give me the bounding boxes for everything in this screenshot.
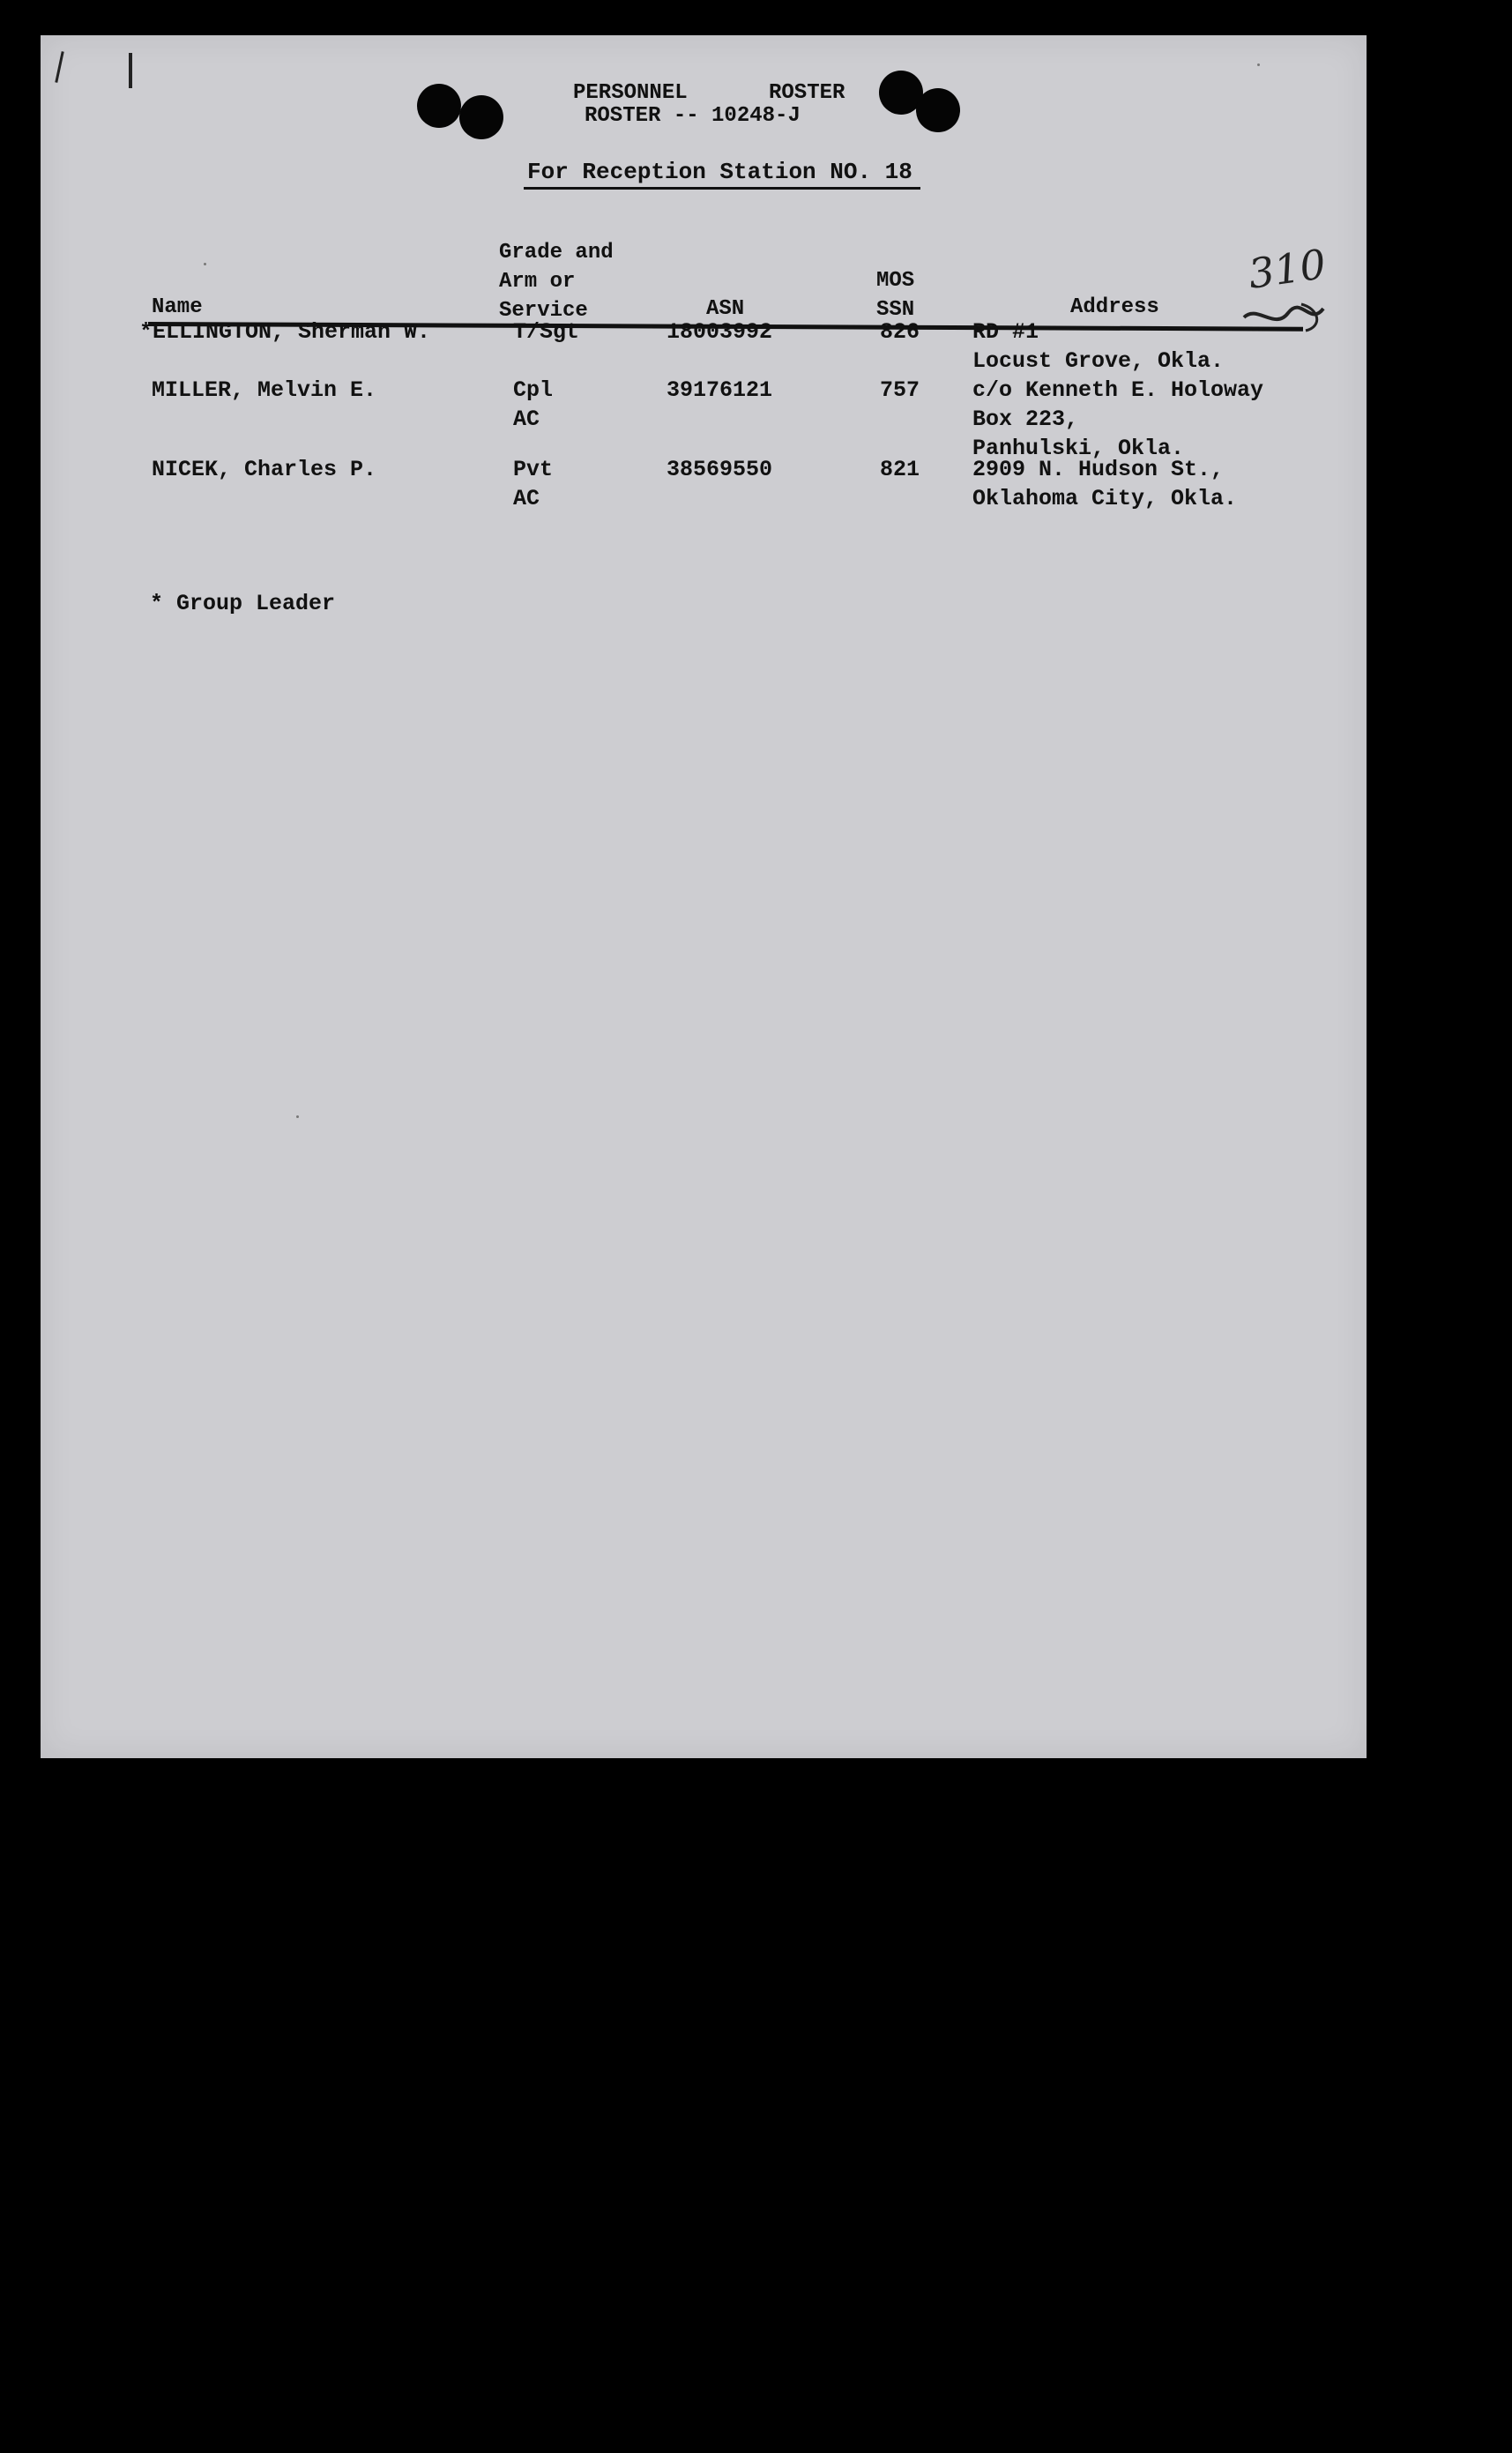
address-line: Locust Grove, Okla.: [972, 348, 1225, 374]
table-row-3-name: NICEK, Charles P.: [152, 457, 377, 482]
corner-mark: [129, 53, 132, 88]
column-header-grade-line: Grade and: [499, 241, 614, 265]
address-line: Panhulski, Okla.: [972, 436, 1185, 461]
column-header-mos-line: MOS: [876, 269, 915, 293]
footnote-group-leader: * Group Leader: [150, 591, 336, 616]
table-row-2-address: [972, 376, 1263, 463]
handwritten-scribble: [1240, 300, 1328, 335]
header-line1-left: PERSONNEL: [573, 81, 688, 105]
column-header-name: Name: [152, 295, 203, 319]
header-line1-right: ROSTER: [769, 81, 845, 105]
column-header-mos: [876, 266, 914, 324]
table-row-2-asn: 39176121: [667, 377, 773, 403]
address-line: Oklahoma City, Okla.: [972, 486, 1238, 511]
column-header-mos-line: SSN: [876, 298, 915, 322]
punch-hole-left-1: [417, 84, 461, 128]
table-row-3-asn: 38569550: [667, 457, 773, 482]
header-roster-number: ROSTER -- 10248-J: [585, 104, 801, 128]
table-row-2-mos: 757: [880, 377, 920, 403]
grade-line: Cpl: [513, 377, 554, 403]
table-row-1-mos: 826: [880, 319, 920, 345]
grade-line: AC: [513, 486, 540, 511]
paper-speck: [204, 263, 206, 265]
punch-hole-left-2: [459, 95, 503, 139]
table-row-2-grade: [513, 376, 553, 434]
table-row-3-grade: [513, 455, 553, 513]
table-row-1-name: *ELLINGTON, Sherman W.: [139, 319, 431, 345]
table-row-1-asn: 18003992: [667, 319, 773, 345]
column-header-address: Address: [1070, 295, 1159, 319]
grade-line: T/Sgt: [513, 319, 580, 345]
column-header-grade-line: Arm or: [499, 270, 576, 294]
grade-line: Pvt: [513, 457, 554, 482]
column-header-asn: ASN: [706, 297, 745, 321]
address-line: RD #1: [972, 319, 1039, 345]
paper-speck: [296, 1115, 299, 1118]
address-line: Box 223,: [972, 406, 1079, 432]
page-subtitle: For Reception Station NO. 18: [527, 159, 912, 185]
table-row-1-grade: [513, 317, 579, 347]
subtitle-underline: [524, 187, 920, 190]
column-header-grade-line: Service: [499, 299, 588, 323]
handwritten-margin-note: 310: [1245, 240, 1330, 298]
table-row-2-name: MILLER, Melvin E.: [152, 377, 377, 403]
table-row-1-address: [972, 317, 1224, 376]
paper-speck: [1257, 63, 1260, 66]
punch-hole-right-2: [916, 88, 960, 132]
table-row-3-address: [972, 455, 1237, 513]
corner-mark: [55, 51, 63, 83]
document-page: [41, 35, 1367, 1758]
grade-line: AC: [513, 406, 540, 432]
column-header-grade: [499, 238, 614, 325]
address-line: c/o Kenneth E. Holoway: [972, 377, 1264, 403]
table-row-3-mos: 821: [880, 457, 920, 482]
address-line: 2909 N. Hudson St.,: [972, 457, 1225, 482]
